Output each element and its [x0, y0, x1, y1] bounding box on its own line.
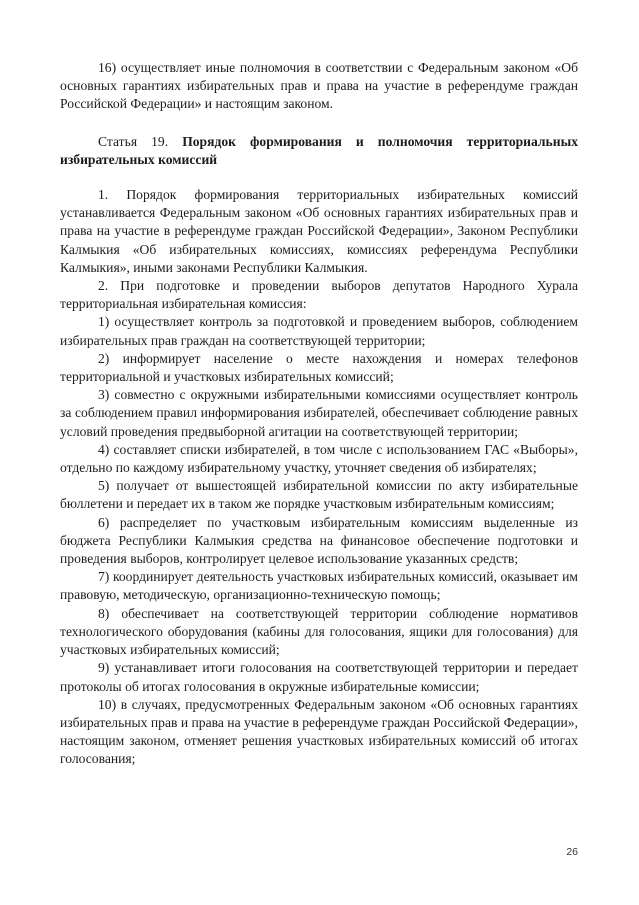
page-number: 26: [566, 846, 578, 858]
list-item-4: 4) составляет списки избирателей, в том числе с использованием ГАС «Выборы», отдельно по каждому избирательному участку, уточняет сведения об избирателях;: [60, 441, 578, 476]
list-item-5: 5) получает от вышестоящей избирательной комиссии по акту избирательные бюллетени и передает их в таком же порядке участковым избирательным комиссиям;: [60, 478, 578, 512]
list-item-3: 3) совместно с окружными избирательными комиссиями осуществляет контроль за соблюдением правил информирования избирателей, обеспечивает соблюдение равных условий проведения предвыборной агитации на соответствующей территории;: [60, 387, 578, 439]
document-body: [60, 59, 578, 769]
list-item-7: 7) координирует деятельность участковых избирательных комиссий, оказывает им правовую, методическую, организационно-техническую помощь;: [60, 569, 578, 603]
list-item-6: 6) распределяет по участковым избирательным комиссиям выделенные из бюджета Республики Калмыкия средства на финансовое обеспечение подготовки и проведения выборов, контролирует целевое использование указанных средств;: [60, 514, 578, 567]
paragraph-1: 1. Порядок формирования территориальных избирательных комиссий устанавливается Федеральным законом «Об основных гарантиях избирательных прав и права на участие в референдуме граждан Российской Федерации», Законом Республики Калмыкия «Об избирательных комиссиях, комиссиях референдума Республики Калмыкия», иными законами Республики Калмыкия.: [60, 187, 578, 275]
intro-item-16: 16) осуществляет иные полномочия в соответствии с Федеральным законом «Об основных гарантиях избирательных прав и права на участие в референдуме граждан Российской Федерации» и настоящим законом.: [60, 60, 578, 112]
list-item-8: 8) обеспечивает на соответствующей территории соблюдение нормативов технологического оборудования (кабины для голосования, ящики для голосования) для участковых избирательных комиссий;: [60, 605, 578, 658]
list-item-10: 10) в случаях, предусмотренных Федеральным законом «Об основных гарантиях избирательных прав и права на участие в референдуме граждан Российской Федерации», настоящим законом, отменяет решения участковых избирательных комиссий об итогах голосования;: [60, 696, 578, 767]
article-label: Статья 19.: [98, 133, 169, 149]
article-title: Порядок формирования и полномочия территориальных избирательных комиссий: [60, 133, 578, 167]
list-item-9: 9) устанавливает итоги голосования на соответствующей территории и передает протоколы об итогах голосования в окружные избирательные комиссии;: [60, 660, 578, 694]
list-item-1: 1) осуществляет контроль за подготовкой и проведением выборов, соблюдением избирательных прав граждан на соответствующей территории;: [60, 314, 578, 348]
paragraph-2: 2. При подготовке и проведении выборов депутатов Народного Хурала территориальная избирательная комиссия:: [60, 278, 578, 312]
list-item-2: 2) информирует население о месте нахождения и номерах телефонов территориальной и участковых избирательных комиссий;: [60, 350, 578, 385]
article-heading: [60, 133, 578, 169]
